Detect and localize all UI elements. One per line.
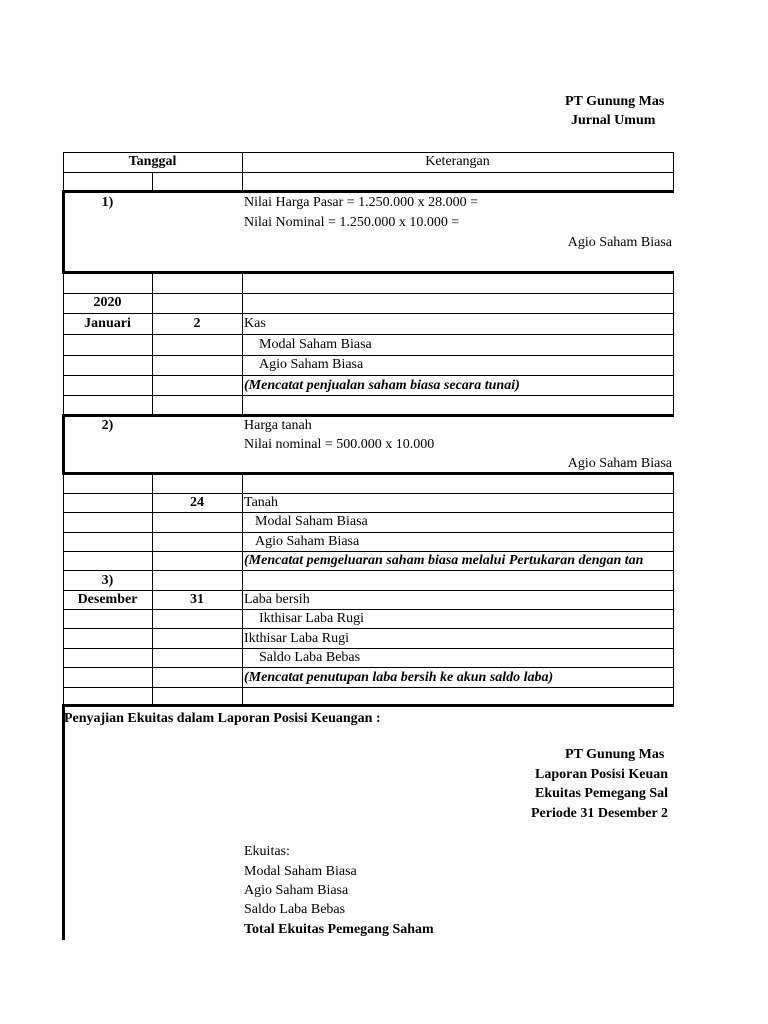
account-cell: Laba bersih	[244, 592, 310, 607]
grid-line	[242, 273, 243, 415]
year-cell: 2020	[93, 295, 122, 310]
grid-line	[63, 512, 674, 513]
account-cell: Tanah	[244, 495, 279, 510]
account-cell: Modal Saham Biasa	[259, 337, 372, 352]
grid-line	[63, 395, 674, 396]
account-cell: Saldo Laba Bebas	[259, 650, 361, 665]
grid-line	[63, 648, 674, 649]
grid-line	[63, 667, 674, 668]
equity-item: Modal Saham Biasa	[244, 864, 357, 879]
grid-line	[62, 704, 65, 940]
header-tanggal: Tanggal	[128, 154, 177, 169]
equity-item: Saldo Laba Bebas	[244, 902, 346, 917]
equity-label: Ekuitas:	[244, 844, 290, 859]
day-cell: 24	[190, 495, 204, 510]
month-cell: Desember	[77, 592, 138, 607]
report-company: PT Gunung Mas	[565, 747, 665, 762]
journal-note: (Mencatat penutupan laba bersih ke akun saldo laba)	[244, 670, 554, 685]
grid-line	[63, 334, 674, 335]
header-keterangan: Keterangan	[425, 154, 490, 169]
equity-item: Agio Saham Biasa	[244, 883, 349, 898]
calc-line: Nilai nominal = 500.000 x 10.000	[244, 437, 435, 452]
grid-line	[63, 570, 674, 571]
grid-line	[63, 532, 674, 533]
grid-line	[63, 190, 674, 193]
grid-line	[63, 375, 674, 376]
grid-line	[63, 414, 674, 417]
grid-line	[63, 293, 674, 294]
grid-line	[63, 628, 674, 629]
entry-number: 2)	[101, 418, 114, 433]
calc-line: Nilai Nominal = 1.250.000 x 10.000 =	[244, 215, 460, 230]
account-cell: Modal Saham Biasa	[255, 514, 368, 529]
report-subtitle: Ekuitas Pemegang Sal	[535, 786, 669, 801]
account-cell: Agio Saham Biasa	[259, 357, 364, 372]
report-period: Periode 31 Desember 2	[531, 806, 668, 821]
day-cell: 31	[190, 592, 204, 607]
report-title: Laporan Posisi Keuan	[535, 767, 669, 782]
journal-note: (Mencatat pemgeluaran saham biasa melalui Pertukaran dengan tan	[244, 553, 644, 568]
entry-number: 1)	[101, 195, 114, 210]
grid-line	[63, 313, 674, 314]
grid-line	[673, 152, 674, 191]
calc-line: Nilai Harga Pasar = 1.250.000 x 28.000 =	[244, 195, 479, 210]
company-title: PT Gunung Mas	[565, 94, 665, 109]
account-cell: Ikthisar Laba Rugi	[259, 611, 364, 626]
equity-total: Total Ekuitas Pemegang Saham	[244, 922, 434, 937]
month-cell: Januari	[84, 316, 131, 331]
grid-line	[63, 271, 674, 274]
grid-line	[152, 172, 153, 191]
grid-line	[63, 704, 674, 707]
day-cell: 2	[193, 316, 201, 331]
calc-line: Agio Saham Biasa	[567, 456, 672, 471]
grid-line	[63, 609, 674, 610]
journal-title: Jurnal Umum	[571, 113, 656, 128]
entry-number: 3)	[101, 573, 114, 588]
grid-line	[673, 273, 674, 415]
grid-line	[63, 172, 674, 173]
grid-line	[242, 474, 243, 705]
grid-line	[152, 273, 153, 415]
grid-line	[63, 687, 674, 688]
grid-line	[63, 355, 674, 356]
calc-line: Agio Saham Biasa	[567, 235, 672, 250]
journal-note: (Mencatat penjualan saham biasa secara tunai)	[244, 378, 520, 393]
calc-line: Harga tanah	[244, 418, 312, 433]
account-cell: Kas	[244, 316, 266, 331]
account-cell: Ikthisar Laba Rugi	[244, 631, 349, 646]
presentation-heading: Penyajian Ekuitas dalam Laporan Posisi Keuangan :	[64, 711, 381, 726]
account-cell: Agio Saham Biasa	[255, 534, 360, 549]
grid-line	[673, 474, 674, 705]
